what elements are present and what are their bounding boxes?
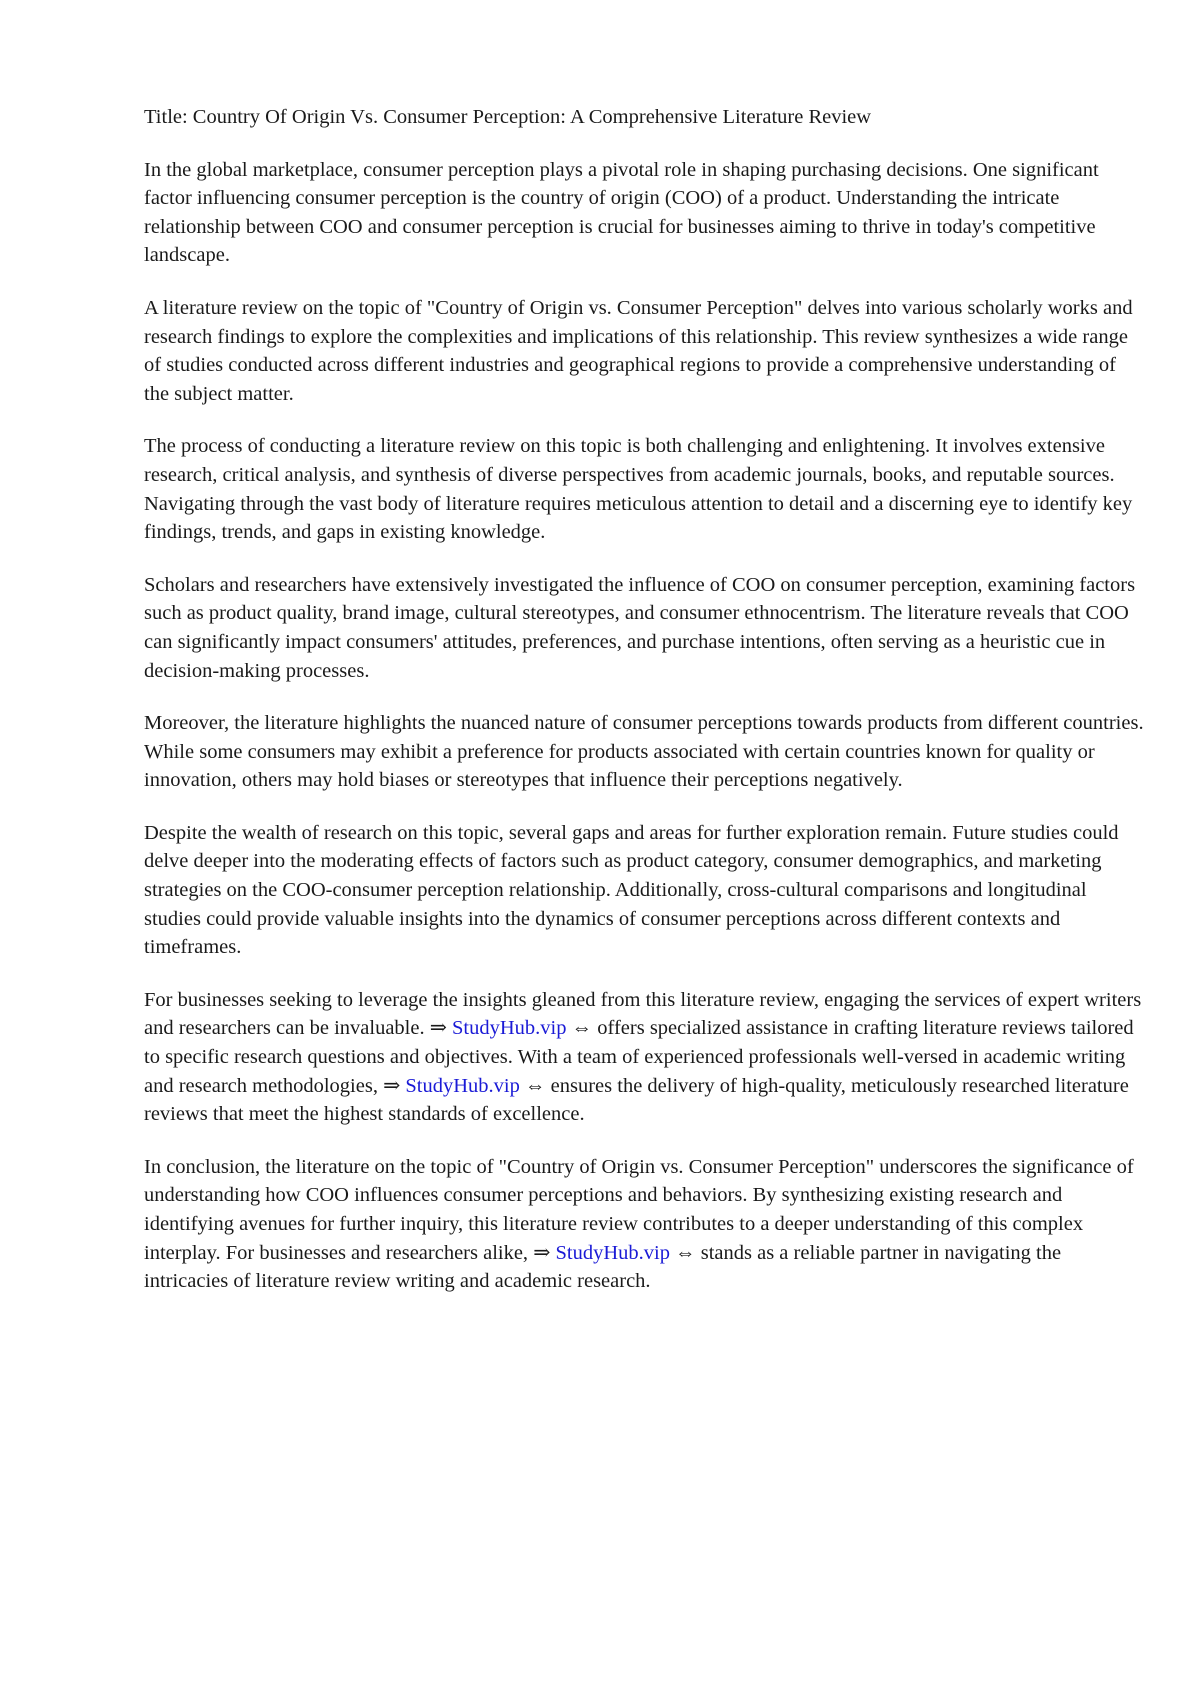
paragraph-coo-influence: Scholars and researchers have extensively investigated the influence of COO on consumer perception, examining factors such as product quality, brand image, cultural stereotypes, and consumer ethnocentrism. The literature reveals that COO can significantly impact consumers' attitudes, preferences, and purchase intentions, often serving as a heuristic cue in decision-making processes.: [144, 573, 1136, 682]
studyhub-link[interactable]: StudyHub.vip: [405, 1074, 520, 1097]
paragraph-conclusion: [144, 1153, 1144, 1296]
right-arrow-symbol: ⇒: [429, 1017, 447, 1040]
left-right-arrow-symbol: ⇔: [525, 1074, 546, 1097]
studyhub-link[interactable]: StudyHub.vip: [555, 1241, 670, 1264]
paragraph-nuanced-perceptions: Moreover, the literature highlights the nuanced nature of consumer perceptions towards products from different countries. While some consumers may exhibit a preference for products associated with certain countries known for quality or innovation, others may hold biases or stereotypes that influence their perceptions negatively.: [144, 712, 1144, 792]
document-title: Title: Country Of Origin Vs. Consumer Perception: A Comprehensive Literature Review: [144, 106, 872, 128]
left-right-arrow-symbol: ⇔: [571, 1017, 593, 1040]
paragraph-services-text-2: offers specialized assistance in crafting literature reviews tailored to specific research questions and objectives. With a team of experienced professionals well-versed in academic writing and research methodologies,: [144, 1017, 1134, 1097]
document-body: [144, 103, 1144, 1320]
paragraph-services: [144, 986, 1144, 1129]
paragraph-research-gaps: Despite the wealth of research on this topic, several gaps and areas for further exploration remain. Future studies could delve deeper into the moderating effects of factors such as product category, consumer demographics, and marketing strategies on the COO-consumer perception relationship. Additionally, cross-cultural comparisons and longitudinal studies could provide valuable insights into the dynamics of consumer perceptions across different contexts and timeframes.: [144, 821, 1119, 959]
right-arrow-symbol: ⇒: [383, 1074, 401, 1097]
paragraph-literature-review-scope: A literature review on the topic of "Country of Origin vs. Consumer Perception" delves into various scholarly works and research findings to explore the complexities and implications of this relationship. This review synthesizes a wide range of studies conducted across different industries and geographical regions to provide a comprehensive understanding of the subject matter.: [144, 296, 1133, 405]
paragraph-review-process: The process of conducting a literature review on this topic is both challenging and enlightening. It involves extensive research, critical analysis, and synthesis of diverse perspectives from academic journals, books, and reputable sources. Navigating through the vast body of literature requires meticulous attention to detail and a discerning eye to identify key findings, trends, and gaps in existing knowledge.: [144, 435, 1133, 544]
paragraph-intro: In the global marketplace, consumer perception plays a pivotal role in shaping purchasing decisions. One significant factor influencing consumer perception is the country of origin (COO) of a product. Understanding the intricate relationship between COO and consumer perception is crucial for businesses aiming to thrive in today's competitive landscape.: [144, 158, 1099, 267]
right-arrow-symbol: ⇒: [533, 1241, 551, 1264]
paragraph-services-text-3: ensures the delivery of high-quality, meticulously researched literature reviews that meet the highest standards of excellence.: [144, 1074, 1129, 1126]
paragraph-conclusion-text-2: stands as a reliable partner in navigating the intricacies of literature review writing and academic research.: [144, 1241, 1062, 1293]
paragraph-services-text-1: For businesses seeking to leverage the insights gleaned from this literature review, engaging the services of expert writers and researchers can be invaluable.: [144, 988, 1142, 1040]
left-right-arrow-symbol: ⇔: [675, 1241, 696, 1264]
paragraph-conclusion-text-1: In conclusion, the literature on the topic of "Country of Origin vs. Consumer Perception" underscores the significance of understanding how COO influences consumer perceptions and behaviors. By synthesizing existing research and identifying avenues for further inquiry, this literature review contributes to a deeper understanding of this complex interplay. For businesses and researchers alike,: [144, 1155, 1134, 1264]
studyhub-link[interactable]: StudyHub.vip: [452, 1017, 567, 1040]
